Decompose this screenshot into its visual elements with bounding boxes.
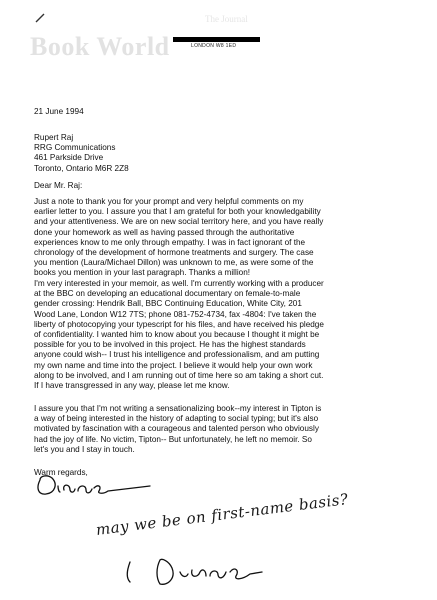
pen-mark (30, 8, 58, 28)
handwritten-note: may we be on first-name basis? (94, 490, 350, 539)
salutation: Dear Mr. Raj: (34, 181, 83, 190)
text-line: at the BBC on developing an educational documentary on female-to-male (34, 289, 301, 299)
text-line: earlier letter to you. I assure you that I am grateful for both your knowledgability (34, 207, 321, 217)
text-line: done your homework as well as having passed through the authoritative (34, 227, 295, 237)
text-line: motivated by fascination with a courageous and talented person who obviously (34, 424, 319, 434)
text-line: If I have transgressed in any way, please let me know. (34, 380, 230, 390)
closing: Warm regards, (34, 468, 88, 477)
text-line: anyone could wish-- I trust his intelligence and professionalism, and am putting (34, 350, 320, 360)
text-line: possible for you to be involved in this project. He has the highest standards (34, 340, 306, 350)
text-line: experiences know to me only through empathy. I was in fact ignorant of the (34, 237, 306, 247)
recipient-line: Rupert Raj (34, 133, 74, 142)
letterhead-ghost-title: Book World (30, 32, 170, 61)
text-line: a way of being interested in the history of adapting to social typing; but it's also (34, 414, 319, 424)
recipient-line: RRG Communications (34, 143, 116, 153)
text-line: Just a note to thank you for your prompt and very helpful comments on my (34, 197, 304, 206)
signature-second (127, 559, 262, 584)
letterhead-ghost-subtitle: The Journal (205, 14, 248, 24)
text-line: my own name and time into the project. I believe it would help your own work (34, 360, 313, 370)
text-line: along to be involved, and I am running out of time here so am taking a short cut. (34, 370, 324, 380)
text-line: of confidentiality. I wanted him to know about you because I thought it might be (34, 329, 320, 339)
text-line: you mention (Laura/Michael Dillon) was unknown to me, as were some of the (34, 258, 314, 268)
text-line: books you mention in your last paragraph. Thanks a million! (34, 268, 251, 278)
recipient-line: Toronto, Ontario M6R 2Z8 (34, 163, 129, 173)
paragraph-3 (34, 404, 321, 455)
text-line: and your attentiveness. We are on new social territory here, and you have really (34, 217, 324, 227)
text-line: Wood Lane, London W12 7TS; phone 081-752-4734, fax -4804: I've taken the (34, 309, 317, 319)
paragraph-2 (34, 279, 324, 391)
letterhead-address: LONDON W8 1ED (191, 43, 237, 49)
paragraph-1 (34, 197, 323, 279)
text-line: gender crossing: Hendrik Ball, BBC Continuing Education, White City, 201 (34, 299, 302, 309)
recipient-line: 461 Parkside Drive (34, 153, 104, 163)
letter-date: 21 June 1994 (34, 107, 84, 116)
recipient-block (34, 133, 129, 174)
text-line: had the joy of life. No victim, Tipton-- But unfortunately, he left no memoir. So (34, 434, 312, 444)
text-line: let's you and I stay in touch. (34, 444, 135, 454)
text-line: chronology of the development of hormone treatments and surgery. The case (34, 247, 314, 257)
text-line: liberty of photocopying your typescript for his files, and have received his pledge (34, 319, 324, 329)
text-line: I assure you that I'm not writing a sensationalizing book--my interest in Tipton is (34, 404, 322, 413)
signature-first (38, 476, 150, 494)
redaction-bar (173, 37, 260, 42)
text-line: I'm very interested in your memoir, as well. I'm currently working with a producer (34, 279, 324, 288)
